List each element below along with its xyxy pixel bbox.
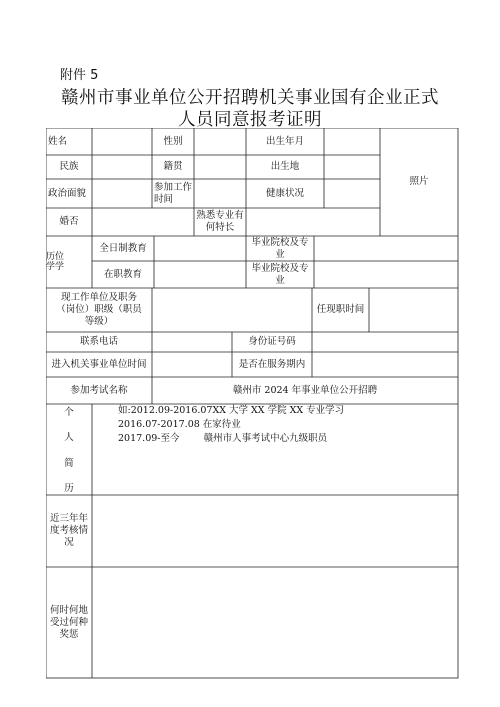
political-status-field[interactable] [92, 179, 152, 208]
resume-label-char: 人 [64, 432, 74, 443]
id-number-label: 身份证号码 [248, 336, 296, 347]
native-place-label: 籍贯 [163, 161, 183, 172]
gender-label: 性别 [163, 135, 183, 147]
parttime-school-field[interactable] [314, 261, 458, 288]
parttime-school-label: 毕业院校及专业 [251, 262, 309, 286]
name-label: 姓名 [48, 135, 68, 147]
exam-name-label: 参加考试名称 [70, 384, 128, 396]
current-job-field[interactable] [152, 288, 312, 332]
id-number-field[interactable] [312, 332, 458, 352]
rewards-penalties-label: 何时何地受过何种奖惩 [50, 604, 89, 640]
tenure-label: 任现职时间 [316, 304, 365, 315]
fulltime-education-label: 全日制教育 [99, 242, 147, 254]
resume-label-char: 历 [64, 483, 74, 494]
ethnic-field[interactable] [92, 155, 152, 179]
ethnic-label: 民族 [59, 161, 79, 172]
parttime-education-field[interactable] [154, 261, 246, 288]
resume-line: 2017.09-至今 赣州市人事考试中心九级职员 [118, 433, 328, 444]
marital-label: 婚否 [59, 216, 79, 227]
entry-time-label: 进入机关事业单位时间 [51, 358, 147, 370]
rewards-penalties-field[interactable] [92, 567, 458, 678]
name-field[interactable] [92, 128, 152, 155]
birth-date-field[interactable] [324, 128, 380, 155]
resume-line: 2016.07-2017.08 在家待业 [118, 419, 241, 430]
form-title-line-1: 赣州市事业单位公开招聘机关事业国有企业正式 [61, 88, 439, 108]
in-service-label: 是否在服务期内 [238, 358, 306, 370]
health-field[interactable] [324, 179, 380, 208]
health-label: 健康状况 [265, 187, 304, 199]
resume-field[interactable] [92, 404, 458, 495]
annual-assessment-field[interactable] [92, 495, 458, 567]
tenure-field[interactable] [369, 288, 458, 332]
resume-line: 如:2012.09-2016.07XX 大学 XX 学院 XX 专业学习 [118, 405, 345, 416]
fulltime-education-field[interactable] [154, 236, 246, 261]
specialty-field[interactable] [246, 208, 380, 236]
photo-box[interactable]: 照片 [409, 176, 429, 187]
marital-field[interactable] [92, 208, 194, 236]
phone-label: 联系电话 [79, 336, 118, 347]
phone-field[interactable] [152, 332, 232, 352]
education-degree-label: 历位学学 [46, 252, 65, 272]
work-start-label: 参加工作时间 [154, 181, 193, 205]
attachment-label: 附件 5 [60, 68, 99, 83]
resume-label-char: 个 [64, 407, 74, 418]
native-place-field[interactable] [194, 155, 246, 179]
birthplace-label: 出生地 [270, 161, 300, 172]
specialty-label: 熟悉专业有何特长 [196, 210, 244, 233]
form-title-line-2: 人员同意报考证明 [178, 110, 322, 130]
birthplace-field[interactable] [324, 155, 380, 179]
parttime-education-label: 在职教育 [103, 268, 142, 280]
resume-label [46, 404, 92, 495]
entry-time-field[interactable] [152, 352, 232, 377]
fulltime-school-label: 毕业院校及专业 [251, 236, 309, 260]
work-start-field[interactable] [194, 179, 246, 208]
exam-name-value[interactable]: 赣州市 2024 年事业单位公开招聘 [232, 384, 378, 396]
in-service-field[interactable] [312, 352, 458, 377]
birth-date-label: 出生年月 [265, 135, 304, 147]
consent-form-table [46, 128, 459, 688]
fulltime-school-field[interactable] [314, 236, 458, 261]
gender-field[interactable] [194, 128, 246, 155]
annual-assessment-label: 近三年年度考核情况 [50, 513, 89, 548]
resume-label-char: 简 [64, 458, 74, 469]
current-job-label: 现工作单位及职务（岗位）职级（职员等级） [56, 292, 142, 327]
political-status-label: 政治面貌 [48, 187, 87, 199]
